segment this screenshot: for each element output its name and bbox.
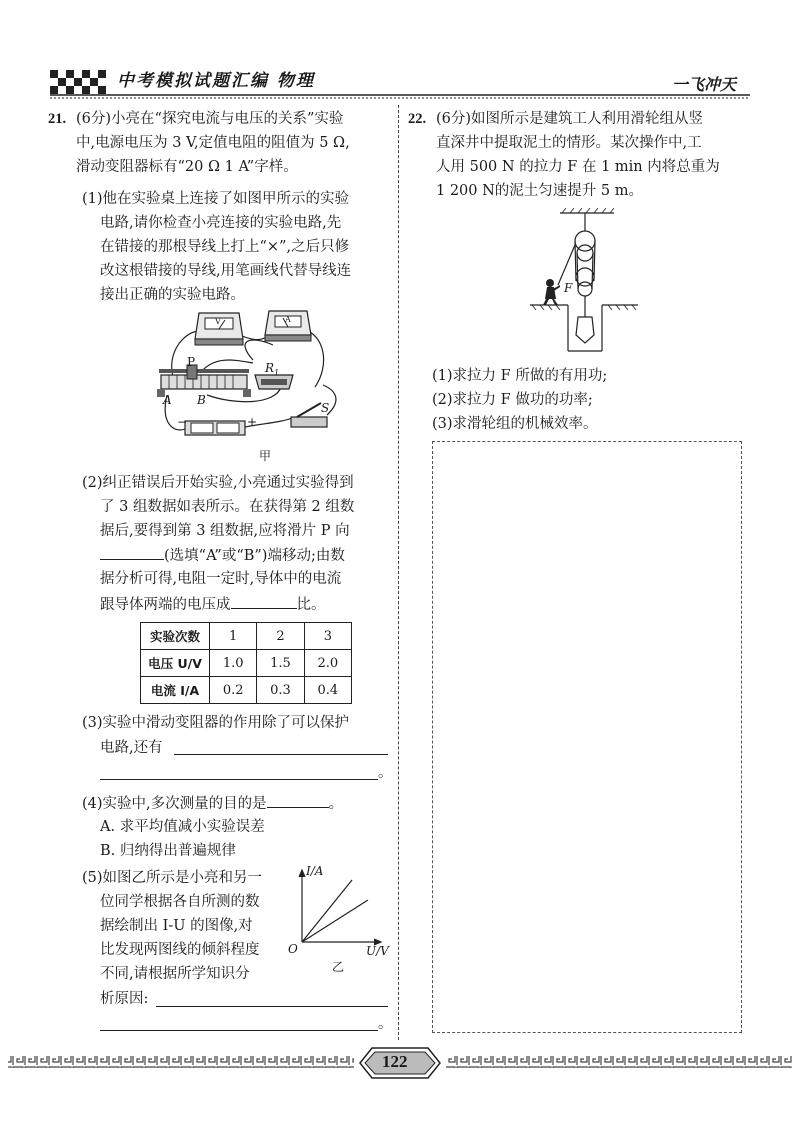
purpose-blank[interactable] [267, 791, 329, 808]
part5-answer-line-1[interactable] [156, 1006, 388, 1007]
q21-part5-line-6: 析原因: [100, 991, 149, 1007]
table-header-cell: 实验次数 [141, 623, 210, 650]
q21-part3-end: 。 [378, 765, 393, 781]
q21-part1-line-1: (1)他在实验桌上连接了如图甲所示的实验 [82, 191, 350, 207]
table-cell: 2.0 [304, 650, 351, 677]
q21-option-b: B. 归纳得出普遍规律 [100, 843, 236, 859]
table-cell: 1.0 [210, 650, 257, 677]
q22-question-1: (1)求拉力 F 所做的有用功; [432, 368, 608, 384]
header-checker-logo-icon [50, 62, 110, 96]
graph-origin-label: O [288, 942, 298, 956]
q21-part5-line-1: (5)如图乙所示是小亮和另一 [82, 870, 263, 886]
q21-part2-line-4-text: (选填“A”或“B”)端移动;由数 [164, 548, 345, 564]
q22-intro-line-3: 人用 500 N 的拉力 F 在 1 min 内将总重为 [436, 159, 720, 175]
table-header-cell: 2 [257, 623, 304, 650]
table-row-label: 电流 I/A [141, 677, 210, 704]
q21-part5-line-3: 据绘制出 I-U 的图像,对 [100, 918, 253, 934]
resistor-letter: R [265, 361, 275, 375]
switch-label: S [321, 401, 330, 415]
graph-y-label: I/A [306, 864, 324, 878]
q21-part5-line-5: 不同,请根据所学知识分 [100, 966, 250, 982]
ammeter-label: A [285, 315, 291, 324]
table-row-label: 电压 U/V [141, 650, 210, 677]
page-number: 122 [382, 1052, 408, 1071]
q22-intro-line-4: 1 200 N的泥土匀速提升 5 m。 [436, 183, 643, 199]
q22-question-2: (2)求拉力 F 做功的功率; [432, 392, 593, 408]
table-row [141, 650, 352, 677]
part3-answer-line-1[interactable] [174, 754, 388, 755]
q21-part1-line-4: 改这根错接的导线,用笔画线代替导线连 [100, 263, 352, 279]
q21-number: 21. [48, 111, 67, 127]
table-header-row [141, 623, 352, 650]
q21-intro-line-2: 中,电源电压为 3 V,定值电阻的阻值为 5 Ω, [76, 135, 350, 151]
q21-part2-line-4 [100, 543, 345, 568]
resistor-label [265, 361, 279, 377]
graph-x-label: U/V [366, 944, 389, 958]
header [0, 0, 800, 100]
q21-option-a: A. 求平均值减小实验误差 [100, 819, 265, 835]
table-cell: 0.4 [304, 677, 351, 704]
q21-part2-line-6-text: 跟导体两端的电压成 [100, 597, 231, 613]
footer [0, 1040, 800, 1100]
circuit-drawing [155, 305, 355, 465]
table-cell: 0.3 [257, 677, 304, 704]
battery-plus-label: + [247, 415, 258, 429]
voltmeter-label: V [215, 317, 221, 326]
part3-answer-line-2[interactable] [100, 779, 378, 780]
q21-part4-question: (4)实验中,多次测量的目的是 [82, 796, 267, 812]
header-rule [50, 94, 750, 100]
q21-part5-line-4: 比发现两图线的倾斜程度 [100, 942, 260, 958]
iu-graph [282, 864, 392, 974]
q21-part2-line-3: 据后,要得到第 3 组数据,应将滑片 P 向 [100, 523, 350, 539]
column-separator [398, 105, 399, 1040]
table-cell: 0.2 [210, 677, 257, 704]
battery-minus-label: − [177, 415, 188, 429]
header-brand: 一飞冲天 [672, 75, 737, 94]
figure-jia-caption: 甲 [259, 449, 272, 463]
pulley-drawing [530, 205, 640, 355]
resistor-subscript: 1 [274, 368, 280, 378]
table-row [141, 677, 352, 704]
q21-part4-end: 。 [328, 796, 344, 812]
table-header-cell: 1 [210, 623, 257, 650]
header-title: 中考模拟试题汇编 物理 [117, 71, 315, 91]
q21-part1-line-3: 在错接的那根导线上打上“×”,之后只修 [100, 239, 350, 255]
q21-part3-line-2: 电路,还有 [100, 740, 163, 756]
end-a-label: A [163, 393, 172, 407]
table-cell: 1.5 [257, 650, 304, 677]
data-table [140, 622, 352, 704]
q22-number: 22. [408, 111, 427, 127]
end-b-label: B [197, 393, 206, 407]
pulley-figure [530, 205, 640, 355]
slider-direction-blank[interactable] [100, 543, 164, 560]
q22-intro-line-1: (6分)如图所示是建筑工人利用滑轮组从竖 [436, 111, 704, 127]
q21-part5-end: 。 [378, 1016, 393, 1032]
graph-caption: 乙 [332, 960, 345, 974]
part5-answer-line-2[interactable] [100, 1030, 378, 1031]
q21-part5-line-2: 位同学根据各自所测的数 [100, 894, 260, 910]
q21-part3-line-1: (3)实验中滑动变阻器的作用除了可以保护 [82, 715, 350, 731]
q21-part2-line-6 [100, 592, 326, 617]
q22-question-3: (3)求滑轮组的机械效率。 [432, 416, 598, 432]
q21-intro-line-3: 滑动变阻器标有“20 Ω 1 A”字样。 [76, 159, 298, 175]
q21-part1-line-2: 电路,请你检查小亮连接的实验电路,先 [100, 215, 342, 231]
q22-intro-line-2: 直深井中提取泥土的情形。某次操作中,工 [436, 135, 702, 151]
circuit-figure [155, 305, 355, 465]
q21-part2-line-6-end: 比。 [296, 597, 326, 613]
force-f-label: F [564, 281, 573, 295]
q22-answer-box[interactable] [432, 441, 742, 1033]
q21-part2-line-2: 了 3 组数据如表所示。在获得第 2 组数 [100, 499, 355, 515]
q21-part2-line-1: (2)纠正错误后开始实验,小亮通过实验得到 [82, 475, 354, 491]
q21-part1-line-5: 接出正确的实验电路。 [100, 287, 245, 303]
proportion-blank[interactable] [231, 592, 297, 609]
q21-part2-line-5: 据分析可得,电阻一定时,导体中的电流 [100, 571, 342, 587]
q21-part4-line-1 [82, 791, 343, 816]
table-header-cell: 3 [304, 623, 351, 650]
q21-intro-line-1: (6分)小亮在“探究电流与电压的关系”实验 [76, 111, 344, 127]
slider-label: P [187, 355, 196, 369]
